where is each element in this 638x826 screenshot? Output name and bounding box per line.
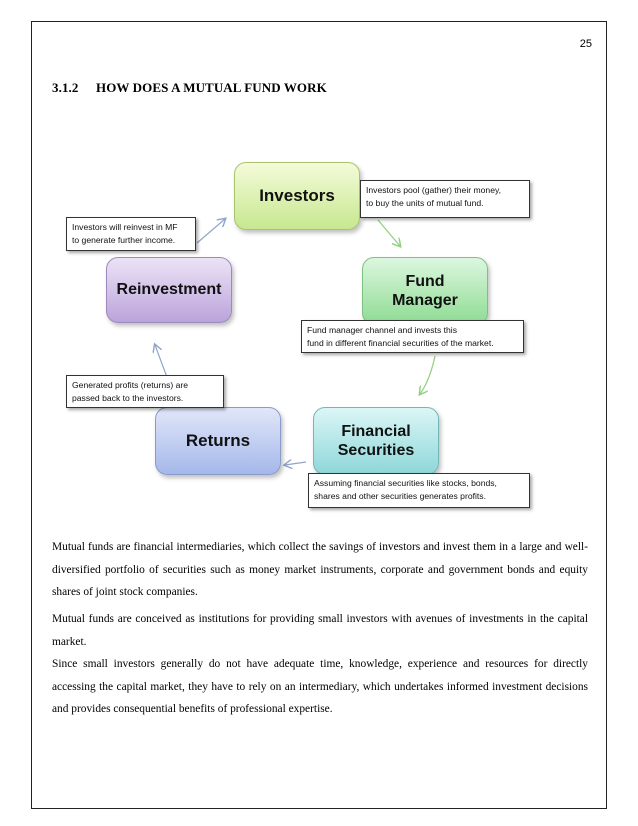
financial-securities-note — [308, 473, 530, 508]
fund-manager-note-line1: Fund manager channel and invests this — [307, 325, 458, 335]
section-title: HOW DOES A MUTUAL FUND WORK — [96, 80, 327, 95]
investors-label: Investors — [259, 186, 335, 205]
section-number: 3.1.2 — [52, 80, 79, 95]
investors-note — [360, 180, 530, 218]
financial-securities-note-line1: Assuming financial securities like stocks, bonds, — [314, 478, 497, 488]
returns-note-line2: passed back to the investors. — [72, 393, 184, 403]
paragraph-institutions: Mutual funds are conceived as institutions for providing small investors with avenues of investments in the capital market. — [52, 613, 588, 648]
reinvestment-label: Reinvestment — [116, 281, 222, 298]
returns-note — [66, 375, 224, 408]
reinvestment-note-line1: Investors will reinvest in MF — [72, 222, 178, 232]
paragraph-small-investors: Since small investors generally do not have adequate time, knowledge, experience and resources for directly accessing the capital market, they have to rely on an intermediary, which undertakes informed investment decisions and provides consequential benefits of professional expertise. — [52, 658, 588, 715]
reinvestment-note-line2: to generate further income. — [72, 235, 176, 245]
returns-node — [155, 407, 281, 475]
investors-note-line2: to buy the units of mutual fund. — [366, 198, 484, 208]
reinvestment-node — [106, 257, 232, 323]
page-number: 25 — [579, 38, 592, 50]
financial-securities-node — [313, 407, 439, 475]
financial-securities-label-line1: Financial — [341, 423, 411, 440]
reinvestment-note — [66, 217, 196, 251]
fund-manager-note-line2: fund in different financial securities of the market. — [307, 338, 494, 348]
paragraph-intermediaries: Mutual funds are financial intermediaries, which collect the savings of investors and invest them in a large and well-diversified portfolio of securities such as money market instruments, corporate and government bonds and equity shares of joint stock companies. — [52, 541, 588, 598]
fund-manager-node — [362, 257, 488, 325]
fund-manager-label-line2: Manager — [392, 292, 458, 309]
section-heading — [52, 80, 327, 96]
investors-node — [234, 162, 360, 230]
financial-securities-note-line2: shares and other securities generates profits. — [314, 491, 486, 501]
fund-manager-label-line1: Fund — [405, 273, 445, 290]
fund-manager-note — [301, 320, 524, 353]
investors-note-line1: Investors pool (gather) their money, — [366, 185, 502, 195]
financial-securities-label-line2: Securities — [337, 442, 415, 459]
returns-note-line1: Generated profits (returns) are — [72, 380, 189, 390]
returns-label: Returns — [185, 431, 251, 450]
